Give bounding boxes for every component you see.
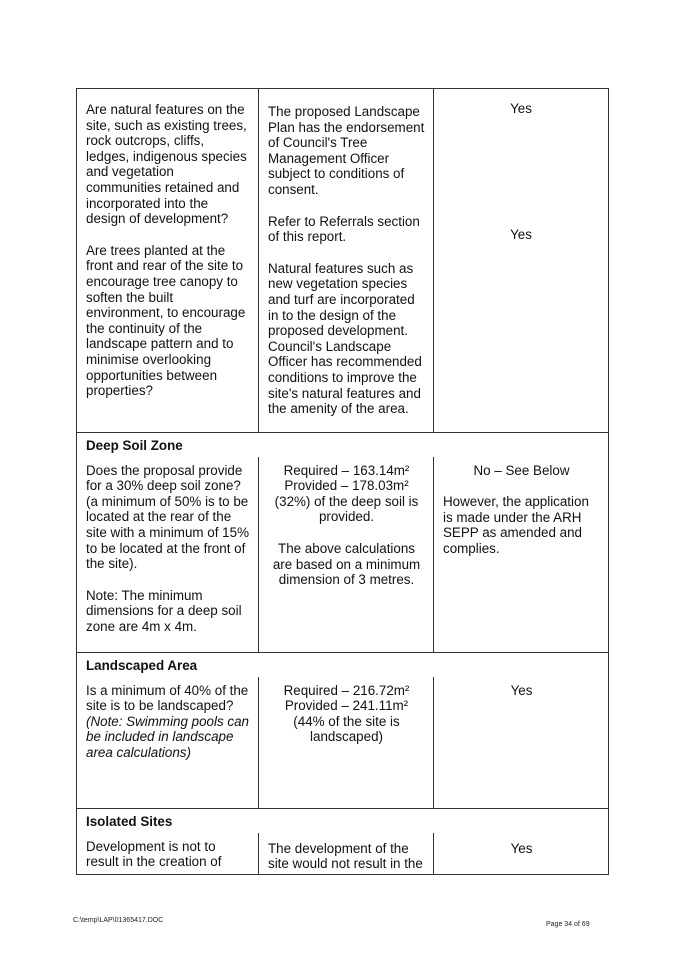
table-row <box>77 833 609 875</box>
comment-text: Natural features such as new vegetation species and turf are incorporated in to the design of the proposed development. Council's Landscape Officer has recommended conditions to improve the site's natural features and the amenity of the area. <box>268 260 422 417</box>
question-text: Is a minimum of 40% of the site is to be landscaped? <box>86 682 249 714</box>
question-text: Are natural features on the site, such as existing trees, rock outcrops, cliffs, ledges, indigenous species and vegetation communities retained and incorporated into the design of development? <box>86 102 247 227</box>
table-row <box>77 433 609 457</box>
section-heading: Deep Soil Zone <box>86 438 183 453</box>
compliance-value: Yes <box>510 682 533 698</box>
compliance-cell <box>434 677 609 809</box>
table-row <box>77 653 609 677</box>
comment-text: The above calculations are based on a minimum dimension of 3 metres. <box>272 540 421 588</box>
comment-cell <box>259 833 434 875</box>
criteria-cell <box>77 457 259 653</box>
section-heading: Landscaped Area <box>86 658 198 674</box>
comment-text: The development of the site would not result in the <box>268 840 423 872</box>
compliance-cell <box>434 89 609 433</box>
compliance-value: Yes <box>510 101 532 116</box>
table-row <box>77 809 609 833</box>
section-heading-cell <box>77 653 609 677</box>
criteria-cell <box>77 677 259 809</box>
compliance-value: No – See Below <box>473 462 570 478</box>
table-row <box>77 677 609 809</box>
question-text: Note: The minimum dimensions for a deep soil zone are 4m x 4m. <box>86 587 242 634</box>
section-heading-cell <box>77 433 609 457</box>
compliance-value: Yes <box>510 840 533 856</box>
compliance-value: Yes <box>510 226 532 242</box>
criteria-cell <box>77 833 259 875</box>
comment-cell <box>259 677 434 809</box>
compliance-note: However, the application is made under the ARH SEPP as amended and complies. <box>443 494 589 556</box>
question-note: (Note: Swimming pools can be included in landscape area calculations) <box>86 713 249 761</box>
comment-cell <box>259 89 434 433</box>
section-heading: Isolated Sites <box>86 814 173 830</box>
table-row <box>77 89 609 433</box>
footer-file-path: C:\temp\LAP\01365417.DOC <box>73 917 164 924</box>
question-text: Development is not to result in the creation of <box>86 838 222 870</box>
table-row <box>77 457 609 653</box>
comment-text: The proposed Landscape Plan has the endorsement of Council's Tree Management Officer subject to conditions of consent. <box>268 104 425 197</box>
section-heading-cell <box>77 809 609 833</box>
comment-cell <box>259 457 434 653</box>
compliance-table <box>76 88 609 875</box>
footer-page-number: Page 34 of 69 <box>546 921 590 928</box>
compliance-cell <box>434 457 609 653</box>
comment-text: Required – 163.14m² Provided – 178.03m² (32%) of the deep soil is provided. <box>274 462 419 525</box>
compliance-cell <box>434 833 609 875</box>
comment-text: Refer to Referrals section of this report. <box>268 213 420 245</box>
criteria-cell <box>77 89 259 433</box>
comment-text: Required – 216.72m² Provided – 241.11m² (44% of the site is landscaped) <box>283 682 410 745</box>
question-text: Does the proposal provide for a 30% deep soil zone? (a minimum of 50% is to be located at the rear of the site with a minimum of 15% to be located at the front of the site). <box>86 462 249 572</box>
question-text: Are trees planted at the front and rear of the site to encourage tree canopy to soften the built environment, to encourage the continuity of the landscape pattern and to minimise overlooking opportunities between properties? <box>86 242 246 399</box>
